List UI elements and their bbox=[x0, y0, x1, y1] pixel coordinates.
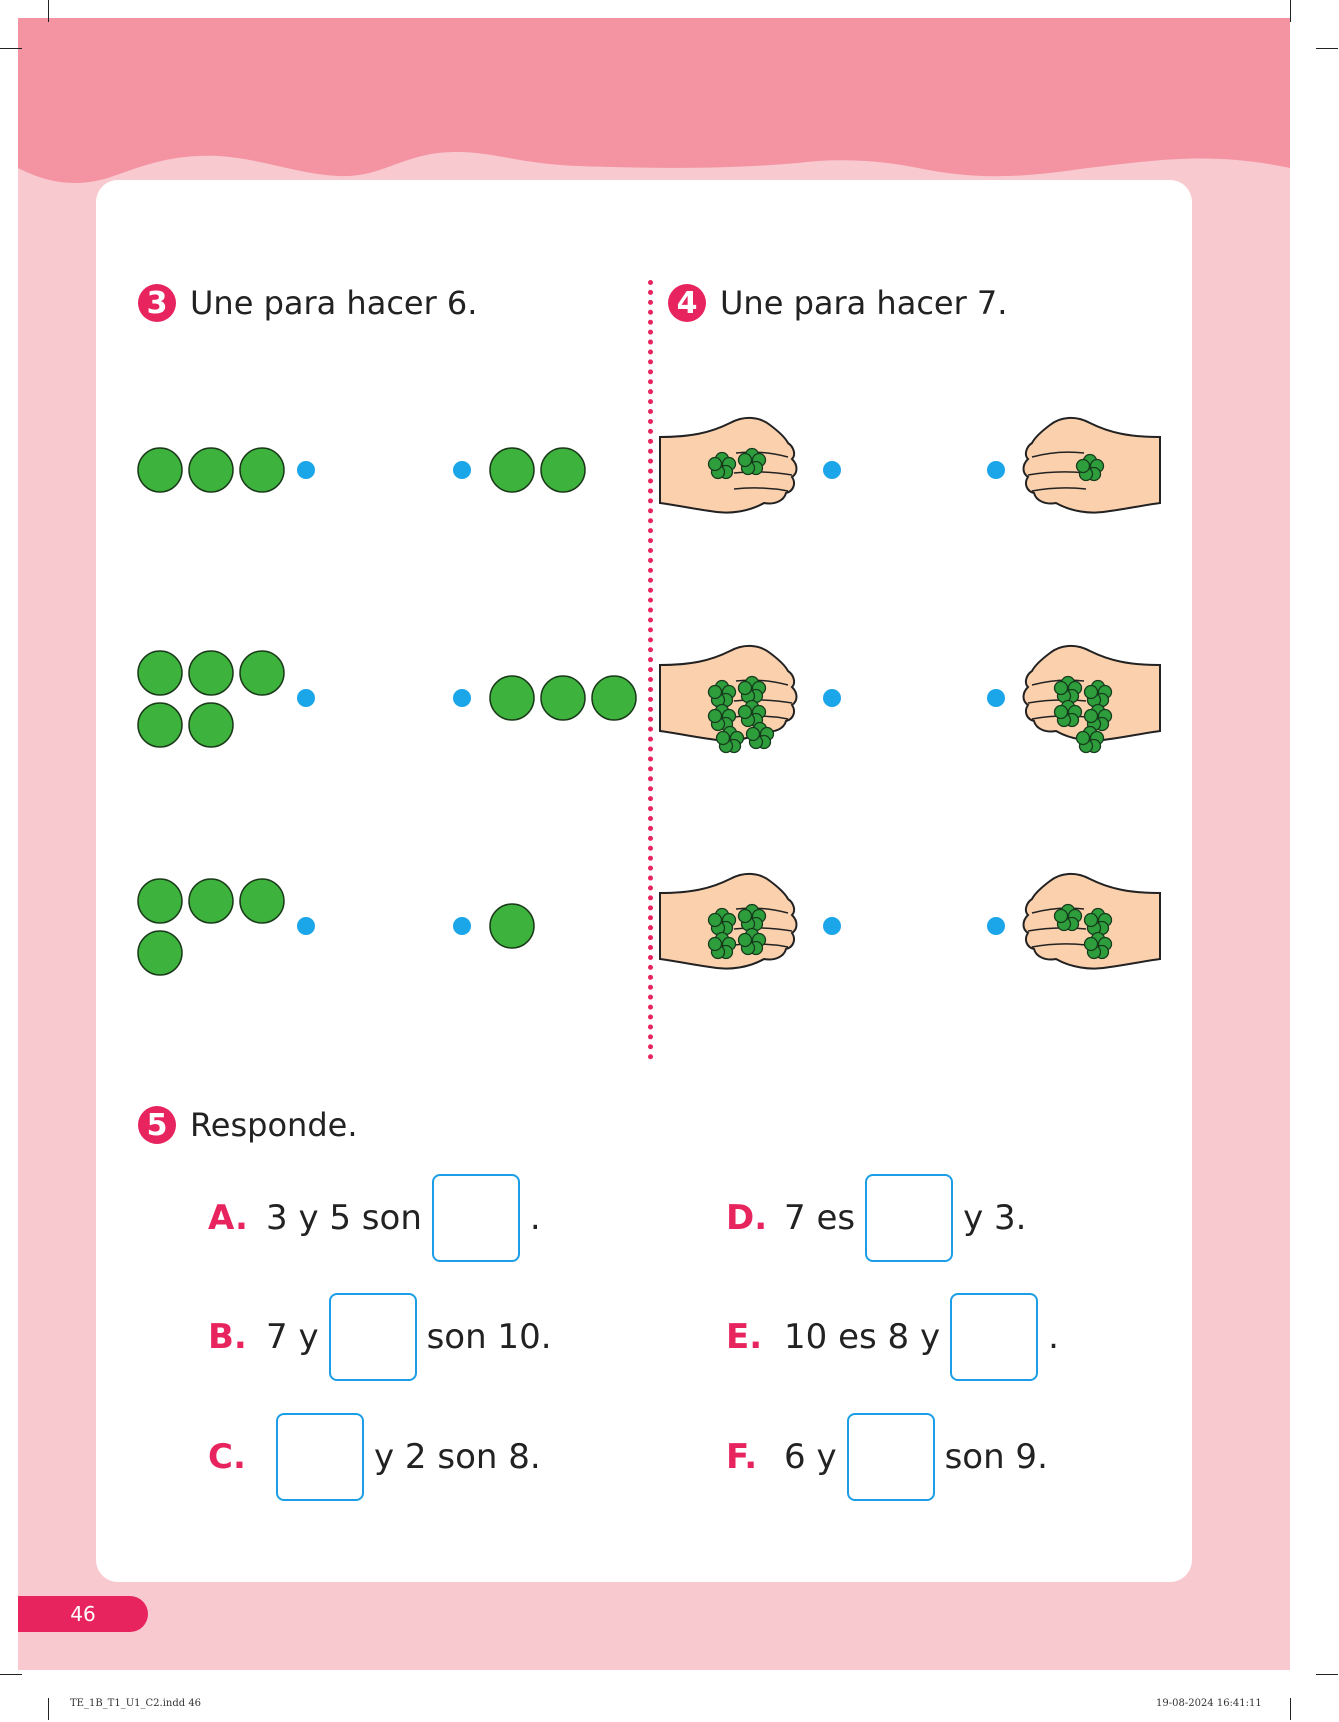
question-text: son 10. bbox=[426, 1317, 552, 1357]
page-number: 46 bbox=[18, 1596, 148, 1632]
matching-exercise bbox=[130, 410, 1190, 1010]
counter-circle bbox=[240, 879, 284, 923]
counter-circle bbox=[138, 703, 182, 747]
counter-circle bbox=[541, 676, 585, 720]
question-a bbox=[208, 1174, 541, 1262]
question-text: y 3. bbox=[963, 1198, 1027, 1238]
counter-circle bbox=[138, 931, 182, 975]
section-4-heading bbox=[668, 284, 1007, 322]
counter-circle bbox=[138, 448, 182, 492]
question-letter: C. bbox=[208, 1437, 246, 1477]
print-slug-date: 19-08-2024 16:41:11 bbox=[1156, 1698, 1262, 1709]
match-dot bbox=[297, 461, 315, 479]
answer-box[interactable] bbox=[847, 1413, 935, 1501]
answer-box[interactable] bbox=[276, 1413, 364, 1501]
counter-circle bbox=[240, 448, 284, 492]
counter-circle bbox=[138, 879, 182, 923]
match-dot bbox=[297, 689, 315, 707]
crop-mark bbox=[1290, 0, 1291, 22]
counter-circle bbox=[189, 448, 233, 492]
match-dot bbox=[453, 917, 471, 935]
question-text: 6 y bbox=[784, 1437, 837, 1477]
question-letter: D. bbox=[726, 1198, 768, 1238]
question-text: . bbox=[1048, 1317, 1059, 1357]
crop-mark bbox=[48, 1698, 49, 1720]
answer-box[interactable] bbox=[950, 1293, 1038, 1381]
section-instruction: Une para hacer 6. bbox=[190, 284, 478, 322]
counter-circle bbox=[490, 676, 534, 720]
question-b bbox=[208, 1293, 552, 1381]
question-text: . bbox=[529, 1198, 541, 1238]
question-text: 7 y bbox=[266, 1317, 319, 1357]
question-f bbox=[726, 1413, 1048, 1501]
question-text: 3 y 5 son bbox=[266, 1198, 422, 1238]
match-dot bbox=[453, 461, 471, 479]
match-dot bbox=[823, 689, 841, 707]
counter-circle bbox=[592, 676, 636, 720]
match-dot bbox=[297, 917, 315, 935]
counter-circle bbox=[138, 651, 182, 695]
match-dot bbox=[823, 917, 841, 935]
crop-mark bbox=[1316, 1674, 1338, 1675]
question-letter: A. bbox=[208, 1198, 248, 1238]
section-instruction: Responde. bbox=[190, 1106, 358, 1144]
crop-mark bbox=[0, 1674, 22, 1675]
question-letter: B. bbox=[208, 1317, 247, 1357]
match-dot bbox=[987, 461, 1005, 479]
match-dot bbox=[823, 461, 841, 479]
question-d bbox=[726, 1174, 1026, 1262]
answer-box[interactable] bbox=[865, 1174, 953, 1262]
crop-mark bbox=[1290, 1698, 1291, 1720]
print-slug-file: TE_1B_T1_U1_C2.indd 46 bbox=[70, 1698, 202, 1709]
question-c bbox=[208, 1413, 541, 1501]
question-text: y 2 son 8. bbox=[374, 1437, 541, 1477]
match-dot bbox=[987, 917, 1005, 935]
counter-circle bbox=[189, 651, 233, 695]
match-dot bbox=[987, 689, 1005, 707]
counter-circle bbox=[490, 448, 534, 492]
question-text: son 9. bbox=[944, 1437, 1048, 1477]
crop-mark bbox=[48, 0, 49, 22]
section-number-badge: 4 bbox=[668, 284, 706, 322]
counter-circle bbox=[240, 651, 284, 695]
section-5-heading bbox=[138, 1106, 358, 1144]
counter-circle bbox=[189, 703, 233, 747]
crop-mark bbox=[0, 48, 22, 49]
question-e bbox=[726, 1293, 1059, 1381]
answer-box[interactable] bbox=[432, 1174, 520, 1262]
crop-mark bbox=[1316, 48, 1338, 49]
section-3-heading bbox=[138, 284, 477, 322]
section-number-badge: 3 bbox=[138, 284, 176, 322]
counter-circle bbox=[189, 879, 233, 923]
question-letter: F. bbox=[726, 1437, 758, 1477]
counter-circle bbox=[490, 904, 534, 948]
question-text: 7 es bbox=[784, 1198, 856, 1238]
section-number-badge: 5 bbox=[138, 1106, 176, 1144]
answer-box[interactable] bbox=[329, 1293, 417, 1381]
question-text: 10 es 8 y bbox=[784, 1317, 941, 1357]
match-dot bbox=[453, 689, 471, 707]
section-instruction: Une para hacer 7. bbox=[720, 284, 1008, 322]
question-letter: E. bbox=[726, 1317, 763, 1357]
counter-circle bbox=[541, 448, 585, 492]
